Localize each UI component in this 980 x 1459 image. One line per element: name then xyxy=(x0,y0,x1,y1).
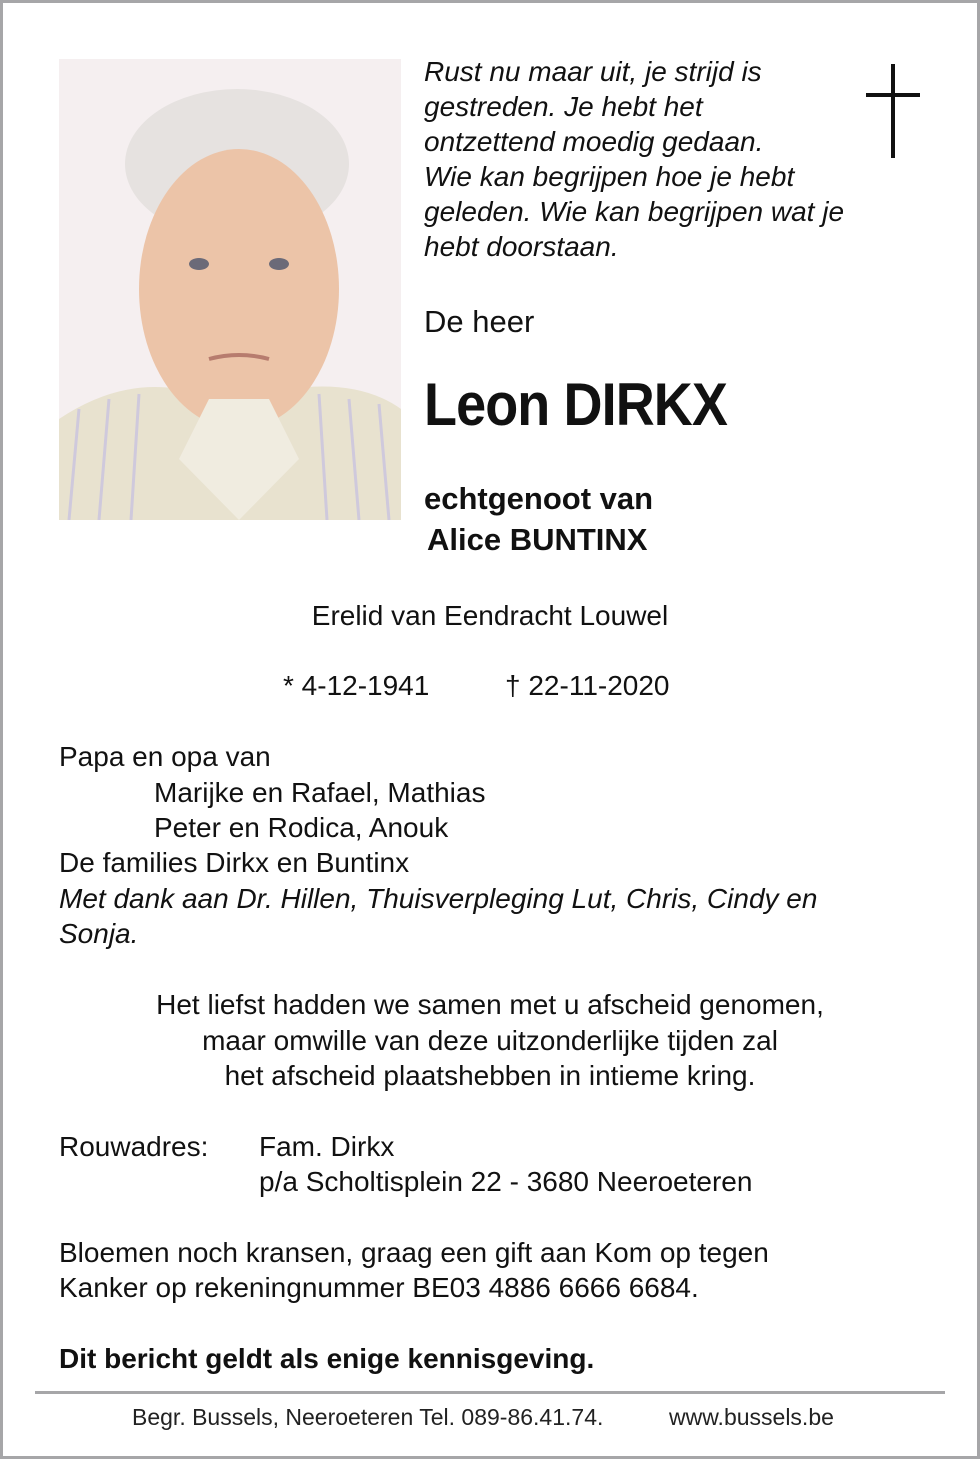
flowers-note: Kanker op rekeningnummer BE03 4886 6666 6684. xyxy=(59,1272,699,1303)
title: De heer xyxy=(424,304,535,339)
poem xyxy=(424,54,844,264)
spouse-name: Alice BUNTINX xyxy=(427,522,648,557)
poem-line: hebt doorstaan. xyxy=(424,231,619,262)
birth-date: * 4-12-1941 xyxy=(283,670,430,701)
farewell: het afscheid plaatshebben in intieme kring. xyxy=(224,1060,756,1091)
honor: Erelid van Eendracht Louwel xyxy=(311,600,669,631)
address-line: Fam. Dirkx xyxy=(259,1131,395,1162)
flowers-note: Bloemen noch kransen, graag een gift aan Kom op tegen xyxy=(59,1237,769,1268)
portrait-photo xyxy=(59,59,401,520)
family-intro: Papa en opa van xyxy=(59,741,271,772)
poem-line: gestreden. Je hebt het xyxy=(424,91,703,122)
poem-line: geleden. Wie kan begrijpen wat je xyxy=(424,196,845,227)
death-date: † 22-11-2020 xyxy=(505,670,670,701)
deceased-name: Leon DIRKX xyxy=(424,371,728,438)
families: De families Dirkx en Buntinx xyxy=(59,847,410,878)
address-line: p/a Scholtisplein 22 - 3680 Neeroeteren xyxy=(259,1166,753,1197)
website-link[interactable]: www.bussels.be xyxy=(669,1404,834,1430)
poem-line: Rust nu maar uit, je strijd is xyxy=(424,56,762,87)
poem-line: Wie kan begrijpen hoe je hebt xyxy=(424,161,795,192)
divider xyxy=(35,1391,945,1394)
notice: Dit bericht geldt als enige kennisgeving. xyxy=(59,1343,595,1374)
poem-line: ontzettend moedig gedaan. xyxy=(424,126,764,157)
farewell: maar omwille van deze uitzonderlijke tijden zal xyxy=(202,1025,778,1056)
undertaker-info: Begr. Bussels, Neeroeteren Tel. 089-86.41.74. xyxy=(132,1404,604,1430)
address-label: Rouwadres: xyxy=(59,1131,209,1162)
thanks: Met dank aan Dr. Hillen, Thuisverpleging Lut, Chris, Cindy en xyxy=(59,883,818,914)
family-children: Marijke en Rafael, Mathias xyxy=(154,777,486,808)
thanks: Sonja. xyxy=(59,918,139,949)
spouse-label: echtgenoot van xyxy=(424,481,654,516)
family-children: Peter en Rodica, Anouk xyxy=(154,812,449,843)
cross-icon xyxy=(866,64,920,158)
farewell: Het liefst hadden we samen met u afscheid genomen, xyxy=(156,989,824,1020)
